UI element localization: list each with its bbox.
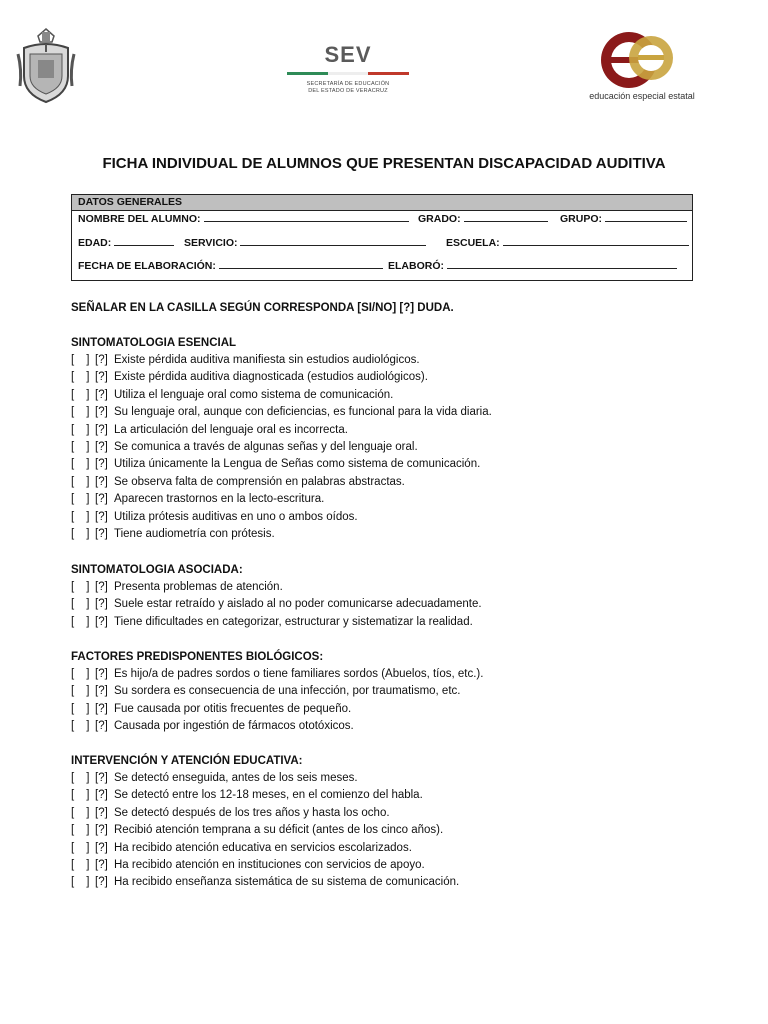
section-3 bbox=[71, 649, 483, 736]
item-text: Utiliza prótesis auditivas en uno o ambos oídos. bbox=[114, 510, 358, 523]
bracket-open: [ bbox=[71, 598, 75, 611]
item-text: Utiliza únicamente la Lengua de Señas como sistema de comunicación. bbox=[114, 458, 481, 471]
checkbox-bracket[interactable] bbox=[71, 874, 95, 891]
escuela-line bbox=[503, 236, 689, 246]
bracket-close: ] bbox=[86, 581, 90, 593]
fecha-label: FECHA DE ELABORACIÓN: bbox=[78, 260, 216, 272]
item-text: Se detectó después de los tres años y hasta los ocho. bbox=[114, 806, 390, 819]
escuela-label: ESCUELA: bbox=[446, 237, 500, 249]
doubt-mark[interactable]: [?] bbox=[95, 423, 108, 436]
nombre-label: NOMBRE DEL ALUMNO: bbox=[78, 213, 201, 225]
item-text: Recibió atención temprana a su déficit (antes de los cinco años). bbox=[114, 824, 444, 837]
checkbox-bracket[interactable] bbox=[71, 840, 95, 857]
item-text: Presenta problemas de atención. bbox=[114, 581, 283, 593]
instruction-block bbox=[71, 300, 454, 317]
checklist-item bbox=[71, 770, 459, 787]
item-text: Existe pérdida auditiva diagnosticada (estudios audiológicos). bbox=[114, 371, 428, 384]
bracket-close: ] bbox=[86, 440, 90, 453]
section-title: SINTOMATOLOGIA ESENCIAL bbox=[71, 337, 237, 349]
bracket-open: [ bbox=[71, 702, 75, 715]
checklist-item bbox=[71, 474, 492, 491]
doubt-mark[interactable]: [?] bbox=[95, 388, 108, 401]
checkbox-bracket[interactable] bbox=[71, 369, 95, 386]
bracket-close: ] bbox=[86, 527, 90, 540]
checklist-item bbox=[71, 579, 482, 596]
item-text: Ha recibido atención educativa en servicios escolarizados. bbox=[114, 841, 412, 854]
checkbox-bracket[interactable] bbox=[71, 787, 95, 804]
item-text: Su lenguaje oral, aunque con deficiencias, es funcional para la vida diaria. bbox=[114, 406, 492, 419]
checklist-item bbox=[71, 526, 492, 543]
checkbox-bracket[interactable] bbox=[71, 683, 95, 700]
grupo-label: GRUPO: bbox=[560, 213, 602, 225]
checkbox-bracket[interactable] bbox=[71, 596, 95, 613]
bracket-open: [ bbox=[71, 458, 75, 471]
datos-generales-heading: DATOS GENERALES bbox=[72, 195, 692, 211]
nombre-field[interactable] bbox=[78, 212, 409, 225]
doubt-mark[interactable]: [?] bbox=[95, 493, 108, 506]
checkbox-bracket[interactable] bbox=[71, 509, 95, 526]
checkbox-bracket[interactable] bbox=[71, 404, 95, 421]
checkbox-bracket[interactable] bbox=[71, 352, 95, 369]
section-title: FACTORES PREDISPONENTES BIOLÓGICOS: bbox=[71, 651, 324, 663]
educacion-especial-logo bbox=[587, 28, 697, 108]
bracket-close: ] bbox=[86, 720, 90, 733]
checklist-item bbox=[71, 369, 492, 386]
bracket-open: [ bbox=[71, 858, 75, 871]
grado-label: GRADO: bbox=[418, 213, 461, 225]
doubt-mark[interactable]: [?] bbox=[95, 824, 108, 837]
item-text: Se comunica a través de algunas señas y del lenguaje oral. bbox=[114, 440, 418, 453]
bracket-open: [ bbox=[71, 841, 75, 854]
item-text: Su sordera es consecuencia de una infección, por traumatismo, etc. bbox=[114, 685, 461, 698]
grupo-line bbox=[605, 212, 687, 222]
doubt-mark[interactable]: [?] bbox=[95, 876, 108, 889]
bracket-close: ] bbox=[86, 371, 90, 384]
bracket-close: ] bbox=[86, 354, 90, 366]
checkbox-bracket[interactable] bbox=[71, 456, 95, 473]
checklist-item bbox=[71, 666, 483, 683]
item-text: Es hijo/a de padres sordos o tiene familiares sordos (Abuelos, tíos, etc.). bbox=[114, 668, 484, 680]
checkbox-bracket[interactable] bbox=[71, 491, 95, 508]
bracket-open: [ bbox=[71, 510, 75, 523]
doubt-mark[interactable]: [?] bbox=[95, 841, 108, 854]
item-text: Fue causada por otitis frecuentes de pequeño. bbox=[114, 702, 352, 715]
bracket-open: [ bbox=[71, 824, 75, 837]
section-2 bbox=[71, 562, 482, 631]
sev-color-bar bbox=[287, 72, 409, 75]
elaboro-field[interactable] bbox=[388, 259, 677, 272]
bracket-open: [ bbox=[71, 493, 75, 506]
bracket-open: [ bbox=[71, 581, 75, 593]
bracket-close: ] bbox=[86, 598, 90, 611]
item-text: Utiliza el lenguaje oral como sistema de comunicación. bbox=[114, 388, 394, 401]
bracket-open: [ bbox=[71, 423, 75, 436]
bracket-open: [ bbox=[71, 789, 75, 802]
bracket-close: ] bbox=[86, 685, 90, 698]
doubt-mark[interactable]: [?] bbox=[95, 685, 108, 698]
bracket-close: ] bbox=[86, 841, 90, 854]
checklist-item bbox=[71, 352, 492, 369]
document-title: FICHA INDIVIDUAL DE ALUMNOS QUE PRESENTAN DISCAPACIDAD AUDITIVA bbox=[102, 155, 666, 172]
bracket-close: ] bbox=[86, 388, 90, 401]
checklist-item bbox=[71, 439, 492, 456]
doubt-mark[interactable]: [?] bbox=[95, 598, 108, 611]
doubt-mark[interactable]: [?] bbox=[95, 806, 108, 819]
instruction-text: SEÑALAR EN LA CASILLA SEGÚN CORRESPONDA [SI/NO] [?] DUDA. bbox=[71, 302, 454, 314]
checkbox-bracket[interactable] bbox=[71, 805, 95, 822]
checkbox-bracket[interactable] bbox=[71, 614, 95, 631]
bracket-close: ] bbox=[86, 423, 90, 436]
bracket-open: [ bbox=[71, 354, 75, 366]
nombre-line bbox=[204, 212, 409, 222]
checklist-item bbox=[71, 509, 492, 526]
bracket-open: [ bbox=[71, 685, 75, 698]
bracket-open: [ bbox=[71, 475, 75, 488]
doubt-mark[interactable]: [?] bbox=[95, 858, 108, 871]
checkbox-bracket[interactable] bbox=[71, 701, 95, 718]
bracket-open: [ bbox=[71, 406, 75, 419]
item-text: Suele estar retraído y aislado al no poder comunicarse adecuadamente. bbox=[114, 598, 482, 611]
edad-field[interactable] bbox=[78, 236, 174, 249]
doubt-mark[interactable]: [?] bbox=[95, 354, 108, 366]
item-text: Ha recibido enseñanza sistemática de su sistema de comunicación. bbox=[114, 876, 460, 889]
checklist-item bbox=[71, 387, 492, 404]
checklist-item bbox=[71, 456, 492, 473]
item-text: Ha recibido atención en instituciones con servicios de apoyo. bbox=[114, 858, 425, 871]
bracket-close: ] bbox=[86, 510, 90, 523]
bracket-close: ] bbox=[86, 702, 90, 715]
servicio-label: SERVICIO: bbox=[184, 237, 238, 249]
bracket-open: [ bbox=[71, 371, 75, 384]
section-4 bbox=[71, 753, 459, 892]
grado-line bbox=[464, 212, 548, 222]
checkbox-bracket[interactable] bbox=[71, 857, 95, 874]
doubt-mark[interactable]: [?] bbox=[95, 789, 108, 802]
doubt-mark[interactable]: [?] bbox=[95, 440, 108, 453]
item-text: Aparecen trastornos en la lecto-escritura. bbox=[114, 493, 325, 506]
item-text: Causada por ingestión de fármacos ototóxicos. bbox=[114, 720, 354, 733]
checkbox-bracket[interactable] bbox=[71, 422, 95, 439]
sev-logo-text: SEV bbox=[324, 42, 372, 67]
elaboro-label: ELABORÓ: bbox=[388, 260, 444, 272]
doubt-mark[interactable]: [?] bbox=[95, 527, 108, 540]
doubt-mark[interactable]: [?] bbox=[95, 720, 108, 733]
doubt-mark[interactable]: [?] bbox=[95, 475, 108, 488]
checklist-item bbox=[71, 596, 482, 613]
bracket-close: ] bbox=[86, 475, 90, 488]
doubt-mark[interactable]: [?] bbox=[95, 371, 108, 384]
section-title: SINTOMATOLOGIA ASOCIADA: bbox=[71, 564, 243, 576]
bracket-close: ] bbox=[86, 806, 90, 819]
checkbox-bracket[interactable] bbox=[71, 387, 95, 404]
checklist-item bbox=[71, 840, 459, 857]
escuela-field[interactable] bbox=[446, 236, 689, 249]
sev-logo bbox=[287, 26, 409, 110]
doubt-mark[interactable]: [?] bbox=[95, 458, 108, 471]
item-text: Existe pérdida auditiva manifiesta sin estudios audiológicos. bbox=[114, 354, 420, 366]
checklist-item bbox=[71, 805, 459, 822]
bracket-open: [ bbox=[71, 388, 75, 401]
fecha-line bbox=[219, 259, 383, 269]
checklist-item bbox=[71, 718, 483, 735]
bracket-open: [ bbox=[71, 668, 75, 680]
datos-generales-box bbox=[71, 194, 693, 281]
ee-caption: educación especial estatal bbox=[589, 91, 695, 101]
section-1 bbox=[71, 335, 492, 543]
bracket-open: [ bbox=[71, 772, 75, 784]
checkbox-bracket[interactable] bbox=[71, 579, 95, 596]
bracket-open: [ bbox=[71, 615, 75, 628]
doubt-mark[interactable]: [?] bbox=[95, 510, 108, 523]
edad-line bbox=[114, 236, 174, 246]
checklist-item bbox=[71, 822, 459, 839]
elaboro-line bbox=[447, 259, 677, 269]
servicio-line bbox=[240, 236, 426, 246]
bracket-open: [ bbox=[71, 806, 75, 819]
checklist-item bbox=[71, 683, 483, 700]
doubt-mark[interactable]: [?] bbox=[95, 772, 108, 784]
grupo-field[interactable] bbox=[560, 212, 687, 225]
bracket-open: [ bbox=[71, 720, 75, 733]
doubt-mark[interactable]: [?] bbox=[95, 406, 108, 419]
item-text: Tiene audiometría con prótesis. bbox=[114, 527, 275, 540]
bracket-open: [ bbox=[71, 527, 75, 540]
checkbox-bracket[interactable] bbox=[71, 474, 95, 491]
servicio-field[interactable] bbox=[184, 236, 426, 249]
checklist-item bbox=[71, 857, 459, 874]
doubt-mark[interactable]: [?] bbox=[95, 615, 108, 628]
sev-subtitle-2: DEL ESTADO DE VERACRUZ bbox=[308, 88, 388, 94]
grado-field[interactable] bbox=[418, 212, 548, 225]
checklist-item bbox=[71, 404, 492, 421]
checklist-item bbox=[71, 422, 492, 439]
ee-logo-icon bbox=[587, 28, 697, 90]
bracket-close: ] bbox=[86, 772, 90, 784]
checklist-item bbox=[71, 874, 459, 891]
item-text: Se detectó enseguida, antes de los seis meses. bbox=[114, 772, 358, 784]
bracket-open: [ bbox=[71, 440, 75, 453]
doubt-mark[interactable]: [?] bbox=[95, 668, 108, 680]
checkbox-bracket[interactable] bbox=[71, 666, 95, 683]
bracket-close: ] bbox=[86, 876, 90, 889]
bracket-close: ] bbox=[86, 824, 90, 837]
item-text: La articulación del lenguaje oral es incorrecta. bbox=[114, 423, 348, 436]
bracket-close: ] bbox=[86, 458, 90, 471]
doubt-mark[interactable]: [?] bbox=[95, 702, 108, 715]
checkbox-bracket[interactable] bbox=[71, 770, 95, 787]
checklist-item bbox=[71, 614, 482, 631]
bracket-close: ] bbox=[86, 406, 90, 419]
edad-label: EDAD: bbox=[78, 237, 112, 249]
checklist-item bbox=[71, 491, 492, 508]
section-title: INTERVENCIÓN Y ATENCIÓN EDUCATIVA: bbox=[71, 755, 303, 767]
checkbox-bracket[interactable] bbox=[71, 526, 95, 543]
bracket-close: ] bbox=[86, 858, 90, 871]
bracket-open: [ bbox=[71, 876, 75, 889]
checkbox-bracket[interactable] bbox=[71, 718, 95, 735]
item-text: Se detectó entre los 12-18 meses, en el comienzo del habla. bbox=[114, 789, 423, 802]
bracket-close: ] bbox=[86, 789, 90, 802]
doubt-mark[interactable]: [?] bbox=[95, 581, 108, 593]
fecha-field[interactable] bbox=[78, 259, 383, 272]
item-text: Se observa falta de comprensión en palabras abstractas. bbox=[114, 475, 405, 488]
veracruz-coat-of-arms-icon bbox=[16, 26, 76, 106]
bracket-close: ] bbox=[86, 615, 90, 628]
checklist-item bbox=[71, 787, 459, 804]
item-text: Tiene dificultades en categorizar, estructurar y sistematizar la realidad. bbox=[114, 615, 473, 628]
checklist-item bbox=[71, 701, 483, 718]
checkbox-bracket[interactable] bbox=[71, 822, 95, 839]
checkbox-bracket[interactable] bbox=[71, 439, 95, 456]
sev-subtitle-1: SECRETARÍA DE EDUCACIÓN bbox=[306, 81, 390, 87]
bracket-close: ] bbox=[86, 668, 90, 680]
bracket-close: ] bbox=[86, 493, 90, 506]
